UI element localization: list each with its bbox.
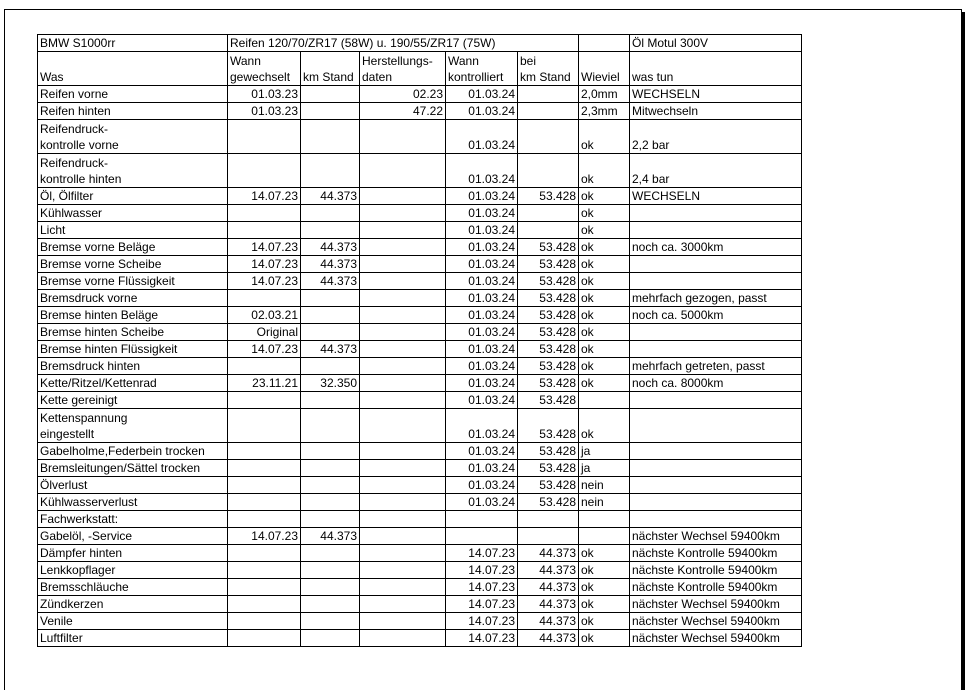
cell-km-stand [301,86,360,103]
cell-herstellungsdaten [360,392,446,409]
cell-herstellungsdaten [360,596,446,613]
cell-wieviel: ja [579,460,630,477]
table-row [38,460,802,477]
cell-kontrolliert: 01.03.24 [446,341,518,358]
cell-bei-km-stand: 53.428 [518,341,579,358]
cell-gewechselt: 14.07.23 [228,528,301,545]
table-row [38,392,802,409]
cell-bei-km-stand [518,205,579,222]
cell-was-tun [630,273,802,290]
cell-wieviel: ok [579,239,630,256]
cell-wieviel [579,528,630,545]
cell-kontrolliert: 14.07.23 [446,562,518,579]
cell-kontrolliert: 01.03.24 [446,324,518,341]
cell-wieviel: nein [579,477,630,494]
cell-wieviel: ok [579,307,630,324]
title-row [38,35,802,52]
cell-was: Gabelholme,Federbein trocken [38,443,228,460]
cell-wieviel: ok [579,579,630,596]
cell-kontrolliert: 01.03.24 [446,392,518,409]
cell-bei-km-stand: 44.373 [518,579,579,596]
cell-was: Kettenspannung eingestellt [38,409,228,443]
cell-kontrolliert: 01.03.24 [446,358,518,375]
cell-was-tun: Mitwechseln [630,103,802,120]
cell-bei-km-stand: 53.428 [518,460,579,477]
cell-kontrolliert: 01.03.24 [446,154,518,188]
cell-kontrolliert: 01.03.24 [446,290,518,307]
cell-kontrolliert: 14.07.23 [446,579,518,596]
table-row [38,273,802,290]
cell-gewechselt: 14.07.23 [228,256,301,273]
cell-bei-km-stand: 53.428 [518,358,579,375]
cell-gewechselt: 14.07.23 [228,341,301,358]
cell-herstellungsdaten [360,562,446,579]
cell-was: Gabelöl, -Service [38,528,228,545]
cell-kontrolliert: 01.03.24 [446,205,518,222]
cell-was-tun: nächster Wechsel 59400km [630,528,802,545]
cell-bei-km-stand: 53.428 [518,273,579,290]
cell-was-tun [630,205,802,222]
cell-was: Bremsdruck vorne [38,290,228,307]
cell-herstellungsdaten [360,409,446,443]
cell-km-stand [301,103,360,120]
cell-km-stand [301,392,360,409]
cell-gewechselt: Original [228,324,301,341]
cell-herstellungsdaten [360,341,446,358]
cell-km-stand: 44.373 [301,188,360,205]
cell-herstellungsdaten [360,613,446,630]
empty-cell [579,35,630,52]
cell-was: Bremse vorne Scheibe [38,256,228,273]
cell-wieviel: 2,3mm [579,103,630,120]
cell-was: Reifen hinten [38,103,228,120]
cell-was: Bremse vorne Beläge [38,239,228,256]
header-was-tun: was tun [630,52,802,86]
cell-herstellungsdaten [360,222,446,239]
cell-wieviel: ok [579,358,630,375]
cell-wieviel: ok [579,409,630,443]
cell-was: Kühlwasserverlust [38,494,228,511]
cell-was-tun: nächster Wechsel 59400km [630,596,802,613]
cell-was-tun [630,511,802,528]
cell-km-stand [301,630,360,647]
table-row [38,256,802,273]
cell-was: Bremse hinten Beläge [38,307,228,324]
cell-km-stand [301,443,360,460]
cell-herstellungsdaten [360,273,446,290]
cell-km-stand [301,613,360,630]
cell-km-stand [301,205,360,222]
cell-was-tun: mehrfach getreten, passt [630,358,802,375]
cell-wieviel: ok [579,375,630,392]
cell-kontrolliert: 01.03.24 [446,273,518,290]
cell-kontrolliert: 01.03.24 [446,460,518,477]
cell-km-stand [301,154,360,188]
cell-bei-km-stand: 53.428 [518,324,579,341]
cell-kontrolliert: 01.03.24 [446,188,518,205]
cell-bei-km-stand: 53.428 [518,290,579,307]
cell-was: Venile [38,613,228,630]
cell-herstellungsdaten: 47.22 [360,103,446,120]
table-row [38,375,802,392]
cell-was: Zündkerzen [38,596,228,613]
cell-was: Bremsschläuche [38,579,228,596]
cell-was-tun: noch ca. 3000km [630,239,802,256]
cell-bei-km-stand: 44.373 [518,630,579,647]
cell-was-tun [630,324,802,341]
cell-km-stand [301,307,360,324]
cell-herstellungsdaten [360,239,446,256]
cell-km-stand [301,545,360,562]
cell-bei-km-stand: 53.428 [518,188,579,205]
cell-gewechselt [228,205,301,222]
cell-bei-km-stand [518,86,579,103]
cell-wieviel: ok [579,613,630,630]
cell-herstellungsdaten [360,290,446,307]
cell-wieviel: ok [579,222,630,239]
cell-gewechselt [228,358,301,375]
cell-was: Kette gereinigt [38,392,228,409]
cell-was-tun [630,256,802,273]
cell-km-stand: 44.373 [301,256,360,273]
cell-was: Bremse hinten Scheibe [38,324,228,341]
cell-bei-km-stand: 53.428 [518,477,579,494]
maintenance-table [37,34,802,647]
cell-was-tun: 2,2 bar [630,120,802,154]
cell-kontrolliert: 01.03.24 [446,409,518,443]
cell-kontrolliert: 14.07.23 [446,596,518,613]
cell-wieviel: ok [579,205,630,222]
cell-herstellungsdaten [360,324,446,341]
header-was: Was [38,52,228,86]
cell-herstellungsdaten [360,460,446,477]
cell-wieviel: ok [579,630,630,647]
cell-km-stand: 44.373 [301,239,360,256]
cell-wieviel: ok [579,545,630,562]
cell-was: Lenkkopflager [38,562,228,579]
cell-was-tun: nächster Wechsel 59400km [630,613,802,630]
cell-herstellungsdaten [360,494,446,511]
cell-herstellungsdaten [360,477,446,494]
cell-km-stand: 44.373 [301,528,360,545]
cell-wieviel: ok [579,256,630,273]
table-row [38,443,802,460]
cell-herstellungsdaten [360,528,446,545]
table-row [38,630,802,647]
cell-bei-km-stand: 44.373 [518,545,579,562]
table-row [38,341,802,358]
cell-bei-km-stand: 53.428 [518,409,579,443]
cell-was: Ölverlust [38,477,228,494]
cell-km-stand [301,494,360,511]
cell-was: Fachwerkstatt: [38,511,228,528]
cell-km-stand [301,290,360,307]
cell-bei-km-stand: 53.428 [518,392,579,409]
cell-gewechselt: 01.03.23 [228,103,301,120]
cell-wieviel: ok [579,324,630,341]
table-row [38,613,802,630]
cell-herstellungsdaten [360,154,446,188]
cell-bei-km-stand: 53.428 [518,443,579,460]
cell-km-stand: 32.350 [301,375,360,392]
cell-gewechselt [228,613,301,630]
cell-bei-km-stand: 44.373 [518,596,579,613]
cell-wieviel: ok [579,120,630,154]
cell-kontrolliert: 01.03.24 [446,222,518,239]
cell-herstellungsdaten [360,545,446,562]
cell-gewechselt [228,222,301,239]
table-row [38,579,802,596]
table-row [38,103,802,120]
cell-was-tun: nächste Kontrolle 59400km [630,562,802,579]
cell-herstellungsdaten [360,443,446,460]
cell-kontrolliert: 01.03.24 [446,307,518,324]
cell-kontrolliert: 14.07.23 [446,630,518,647]
cell-gewechselt: 02.03.21 [228,307,301,324]
cell-bei-km-stand [518,222,579,239]
cell-km-stand [301,409,360,443]
cell-was: Reifendruck- kontrolle vorne [38,120,228,154]
cell-kontrolliert: 01.03.24 [446,443,518,460]
cell-was-tun: nächster Wechsel 59400km [630,630,802,647]
cell-km-stand [301,324,360,341]
cell-km-stand [301,120,360,154]
table-row [38,239,802,256]
cell-kontrolliert: 14.07.23 [446,613,518,630]
cell-was-tun: nächste Kontrolle 59400km [630,545,802,562]
cell-was: Dämpfer hinten [38,545,228,562]
cell-was-tun: noch ca. 8000km [630,375,802,392]
cell-was: Bremse vorne Flüssigkeit [38,273,228,290]
cell-was-tun [630,443,802,460]
cell-kontrolliert: 01.03.24 [446,256,518,273]
header-wieviel: Wieviel [579,52,630,86]
cell-gewechselt [228,545,301,562]
cell-herstellungsdaten [360,188,446,205]
cell-gewechselt [228,290,301,307]
cell-was-tun [630,460,802,477]
cell-kontrolliert: 01.03.24 [446,239,518,256]
cell-wieviel: ok [579,341,630,358]
cell-was-tun [630,222,802,239]
cell-was: Kette/Ritzel/Kettenrad [38,375,228,392]
cell-gewechselt: 01.03.23 [228,86,301,103]
cell-wieviel: ok [579,562,630,579]
cell-bei-km-stand [518,528,579,545]
cell-km-stand [301,562,360,579]
cell-herstellungsdaten [360,358,446,375]
cell-wieviel: ok [579,273,630,290]
cell-wieviel: 2,0mm [579,86,630,103]
table-row [38,324,802,341]
cell-kontrolliert: 01.03.24 [446,86,518,103]
cell-gewechselt [228,154,301,188]
cell-km-stand [301,358,360,375]
cell-bei-km-stand [518,154,579,188]
table-row [38,494,802,511]
cell-gewechselt [228,494,301,511]
cell-gewechselt: 14.07.23 [228,273,301,290]
cell-wieviel: nein [579,494,630,511]
cell-was-tun: mehrfach gezogen, passt [630,290,802,307]
cell-gewechselt [228,443,301,460]
cell-gewechselt [228,579,301,596]
cell-km-stand [301,222,360,239]
cell-was: Öl, Ölfilter [38,188,228,205]
cell-was: Bremse hinten Flüssigkeit [38,341,228,358]
cell-kontrolliert: 01.03.24 [446,103,518,120]
cell-was: Reifendruck- kontrolle hinten [38,154,228,188]
cell-km-stand: 44.373 [301,273,360,290]
cell-km-stand [301,460,360,477]
table-row [38,545,802,562]
cell-bei-km-stand: 53.428 [518,307,579,324]
cell-wieviel: ok [579,290,630,307]
cell-was-tun: 2,4 bar [630,154,802,188]
cell-km-stand [301,596,360,613]
table-row [38,154,802,188]
cell-bei-km-stand: 44.373 [518,613,579,630]
cell-gewechselt [228,477,301,494]
model-cell: BMW S1000rr [38,35,228,52]
table-row [38,188,802,205]
cell-herstellungsdaten [360,511,446,528]
cell-bei-km-stand: 53.428 [518,256,579,273]
cell-kontrolliert: 01.03.24 [446,477,518,494]
cell-kontrolliert [446,511,518,528]
table-row [38,562,802,579]
table-row [38,409,802,443]
cell-was-tun: nächste Kontrolle 59400km [630,579,802,596]
header-bei-km-stand: bei km Stand [518,52,579,86]
cell-herstellungsdaten [360,256,446,273]
cell-herstellungsdaten [360,579,446,596]
cell-was-tun [630,477,802,494]
tire-spec-cell: Reifen 120/70/ZR17 (58W) u. 190/55/ZR17 (75W) [228,35,579,52]
header-wann-kontrolliert: Wann kontrolliert [446,52,518,86]
cell-bei-km-stand: 53.428 [518,239,579,256]
cell-gewechselt [228,596,301,613]
cell-was: Bremsdruck hinten [38,358,228,375]
cell-was-tun [630,392,802,409]
table-row [38,307,802,324]
table-row [38,596,802,613]
table-row [38,120,802,154]
cell-was: Kühlwasser [38,205,228,222]
header-herstellungsdaten: Herstellungs- daten [360,52,446,86]
table-row [38,290,802,307]
cell-was-tun: WECHSELN [630,86,802,103]
cell-was: Reifen vorne [38,86,228,103]
cell-herstellungsdaten [360,120,446,154]
cell-gewechselt: 14.07.23 [228,188,301,205]
cell-was: Bremsleitungen/Sättel trocken [38,460,228,477]
cell-was: Licht [38,222,228,239]
cell-km-stand: 44.373 [301,341,360,358]
cell-kontrolliert: 14.07.23 [446,545,518,562]
cell-gewechselt: 14.07.23 [228,239,301,256]
cell-gewechselt [228,630,301,647]
cell-was-tun [630,494,802,511]
cell-gewechselt [228,460,301,477]
cell-was: Luftfilter [38,630,228,647]
table-row [38,222,802,239]
header-km-stand: km Stand [301,52,360,86]
document-page [4,9,962,690]
cell-was-tun: noch ca. 5000km [630,307,802,324]
cell-was-tun: WECHSELN [630,188,802,205]
cell-herstellungsdaten [360,205,446,222]
cell-wieviel: ja [579,443,630,460]
cell-herstellungsdaten [360,630,446,647]
table-row [38,511,802,528]
oil-spec-cell: Öl Motul 300V [630,35,802,52]
header-row [38,52,802,86]
table-row [38,477,802,494]
cell-wieviel [579,392,630,409]
cell-wieviel [579,511,630,528]
cell-herstellungsdaten: 02.23 [360,86,446,103]
cell-gewechselt [228,562,301,579]
cell-gewechselt [228,392,301,409]
cell-gewechselt [228,511,301,528]
cell-gewechselt [228,120,301,154]
cell-km-stand [301,511,360,528]
header-wann-gewechselt: Wann gewechselt [228,52,301,86]
cell-kontrolliert [446,528,518,545]
cell-wieviel: ok [579,596,630,613]
cell-wieviel: ok [579,188,630,205]
table-row [38,358,802,375]
table-row [38,528,802,545]
cell-km-stand [301,579,360,596]
cell-wieviel: ok [579,154,630,188]
cell-kontrolliert: 01.03.24 [446,494,518,511]
cell-kontrolliert: 01.03.24 [446,375,518,392]
cell-herstellungsdaten [360,307,446,324]
cell-bei-km-stand [518,511,579,528]
cell-gewechselt [228,409,301,443]
cell-bei-km-stand: 44.373 [518,562,579,579]
cell-km-stand [301,477,360,494]
cell-bei-km-stand [518,120,579,154]
cell-herstellungsdaten [360,375,446,392]
table-row [38,205,802,222]
table-row [38,86,802,103]
cell-was-tun [630,341,802,358]
cell-kontrolliert: 01.03.24 [446,120,518,154]
cell-bei-km-stand: 53.428 [518,375,579,392]
cell-bei-km-stand [518,103,579,120]
cell-was-tun [630,409,802,443]
cell-bei-km-stand: 53.428 [518,494,579,511]
cell-gewechselt: 23.11.21 [228,375,301,392]
